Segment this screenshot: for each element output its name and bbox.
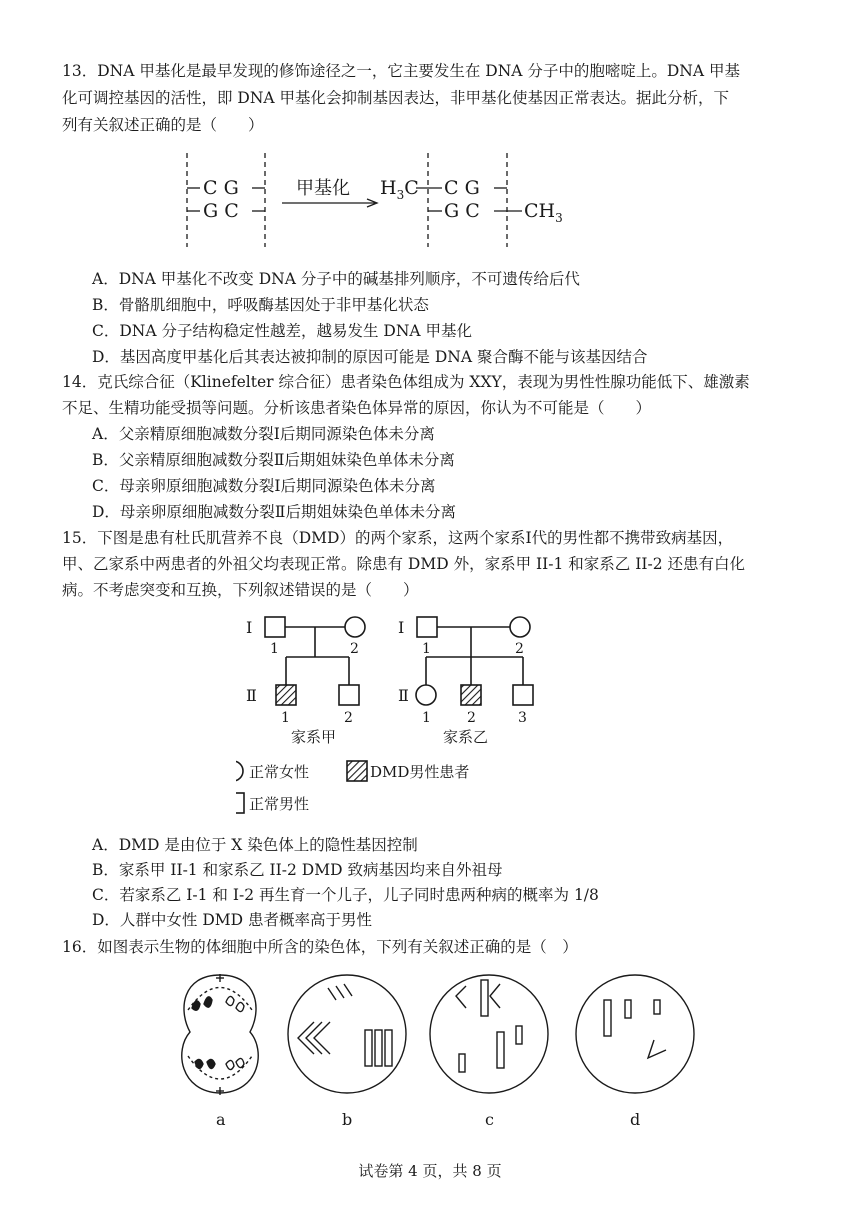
page-footer: 试卷第 4 页，共 8 页	[358, 1162, 502, 1180]
q13-line-3: 列有关叙述正确的是（ ）	[62, 116, 264, 134]
fam-a-ii2-male	[339, 685, 359, 705]
dna-methylation-figure	[170, 150, 590, 250]
right-bottom-pair: G C	[444, 200, 480, 222]
q14-option-d: D．母亲卵原细胞减数分裂Ⅱ后期姐妹染色单体未分离	[92, 503, 456, 521]
fam-b-ii2-patient	[461, 685, 481, 705]
q15-line-1: 15．下图是患有杜氏肌营养不良（DMD）的两个家系，这两个家系Ⅰ代的男性都不携带致病基因，	[62, 529, 734, 547]
q14-option-b: B．父亲精原细胞减数分裂Ⅱ后期姐妹染色单体未分离	[92, 451, 455, 469]
cell-a-outline	[182, 975, 258, 1093]
q13-option-c: C．DNA 分子结构稳定性越差，越易发生 DNA 甲基化	[92, 322, 473, 340]
q13-line-1: 13．DNA 甲基化是最早发现的修饰途径之一，它主要发生在 DNA 分子中的胞嘧啶上。DNA 甲基	[62, 62, 740, 80]
fam-a-i1-male	[265, 617, 285, 637]
q13-option-a: A．DNA 甲基化不改变 DNA 分子中的碱基排列顺序，不可遗传给后代	[92, 270, 580, 288]
fam-b-ii1-female	[416, 685, 436, 705]
q15-option-b: B．家系甲 II-1 和家系乙 II-2 DMD 致病基因均来自外祖母	[92, 861, 503, 879]
legend-female-label: 正常女性	[249, 763, 310, 781]
cell-a-label: a	[216, 1110, 226, 1129]
svg-text:CH3	[524, 200, 563, 225]
svg-text:H3C	[380, 177, 419, 202]
methylation-arrow-label: 甲基化	[296, 178, 350, 199]
q13-option-b: B．骨骼肌细胞中，呼吸酶基因处于非甲基化状态	[92, 296, 429, 314]
fam-a-ii1-patient	[276, 685, 296, 705]
family-a-label: 家系甲	[291, 728, 337, 746]
methyl-h: H	[380, 177, 397, 199]
chromosome-cells-figure	[170, 970, 710, 1135]
methyl-ch: CH	[524, 200, 556, 222]
fam-a-i1-num: 1	[270, 641, 279, 657]
fam-a-ii2-num: 2	[344, 710, 353, 726]
q13-line-2: 化可调控基因的活性，即 DNA 甲基化会抑制基因表达，非甲基化使基因正常表达。据此分析，下	[62, 89, 730, 107]
pedigree-chart	[236, 608, 536, 818]
q15-line-2: 甲、乙家系中两患者的外祖父均表现正常。除患有 DMD 外，家系甲 II-1 和家系乙 II-2 还患有白化	[62, 555, 745, 573]
cell-d-label: d	[630, 1110, 641, 1129]
right-top-pair: C G	[444, 177, 480, 199]
methyl-c: C	[404, 177, 419, 199]
fam-a-i2-female	[345, 617, 365, 637]
q14-line-1: 14．克氏综合征（Klinefelter 综合征）患者染色体组成为 XXY，表现为男性性腺功能低下、雄激素	[62, 373, 750, 391]
left-bottom-pair: G C	[203, 200, 239, 222]
q14-option-c: C．母亲卵原细胞减数分裂Ⅰ后期同源染色体未分离	[92, 477, 436, 495]
fam-b-i2-female	[510, 617, 530, 637]
cell-c-outline	[430, 975, 548, 1093]
left-top-pair: C G	[203, 177, 239, 199]
legend-patient-symbol	[347, 761, 367, 781]
legend-patient-label: DMD男性患者	[370, 763, 470, 781]
fam-b-i1-male	[417, 617, 437, 637]
q14-line-2: 不足、生精功能受损等问题。分析该患者染色体异常的原因，你认为不可能是（ ）	[62, 399, 652, 417]
fam-b-i1-num: 1	[422, 641, 431, 657]
cell-b-outline	[288, 975, 406, 1093]
family-b-label: 家系乙	[443, 728, 489, 746]
fam-b-gen2: Ⅱ	[398, 686, 409, 705]
legend-male-symbol	[236, 793, 244, 813]
fam-a-gen1: Ⅰ	[246, 618, 253, 637]
legend-female-symbol	[236, 761, 243, 781]
fam-b-ii3-male	[513, 685, 533, 705]
methyl-h-sub: 3	[396, 188, 405, 202]
q15-option-a: A．DMD 是由位于 X 染色体上的隐性基因控制	[92, 836, 418, 854]
cell-c-label: c	[485, 1110, 494, 1129]
fam-b-ii1-num: 1	[422, 710, 431, 726]
cell-b-label: b	[342, 1110, 353, 1129]
cell-d-outline	[576, 975, 694, 1093]
fam-a-i2-num: 2	[350, 641, 359, 657]
legend-male-label: 正常男性	[249, 795, 310, 813]
fam-b-i2-num: 2	[515, 641, 524, 657]
q16-line-1: 16．如图表示生物的体细胞中所含的染色体，下列有关叙述正确的是（ ）	[62, 938, 578, 956]
q15-line-3: 病。不考虑突变和互换，下列叙述错误的是（ ）	[62, 581, 419, 599]
q15-option-c: C．若家系乙 I-1 和 I-2 再生育一个儿子，儿子同时患两种病的概率为 1/8	[92, 886, 599, 904]
fam-b-ii3-num: 3	[518, 710, 527, 726]
fam-b-ii2-num: 2	[467, 710, 476, 726]
q14-option-a: A．父亲精原细胞减数分裂Ⅰ后期同源染色体未分离	[92, 425, 435, 443]
methyl-ch-sub: 3	[555, 211, 563, 225]
q13-option-d: D．基因高度甲基化后其表达被抑制的原因可能是 DNA 聚合酶不能与该基因结合	[92, 348, 648, 366]
fam-b-gen1: Ⅰ	[398, 618, 405, 637]
fam-a-gen2: Ⅱ	[246, 686, 257, 705]
q15-option-d: D．人群中女性 DMD 患者概率高于男性	[92, 911, 373, 929]
fam-a-ii1-num: 1	[281, 710, 290, 726]
